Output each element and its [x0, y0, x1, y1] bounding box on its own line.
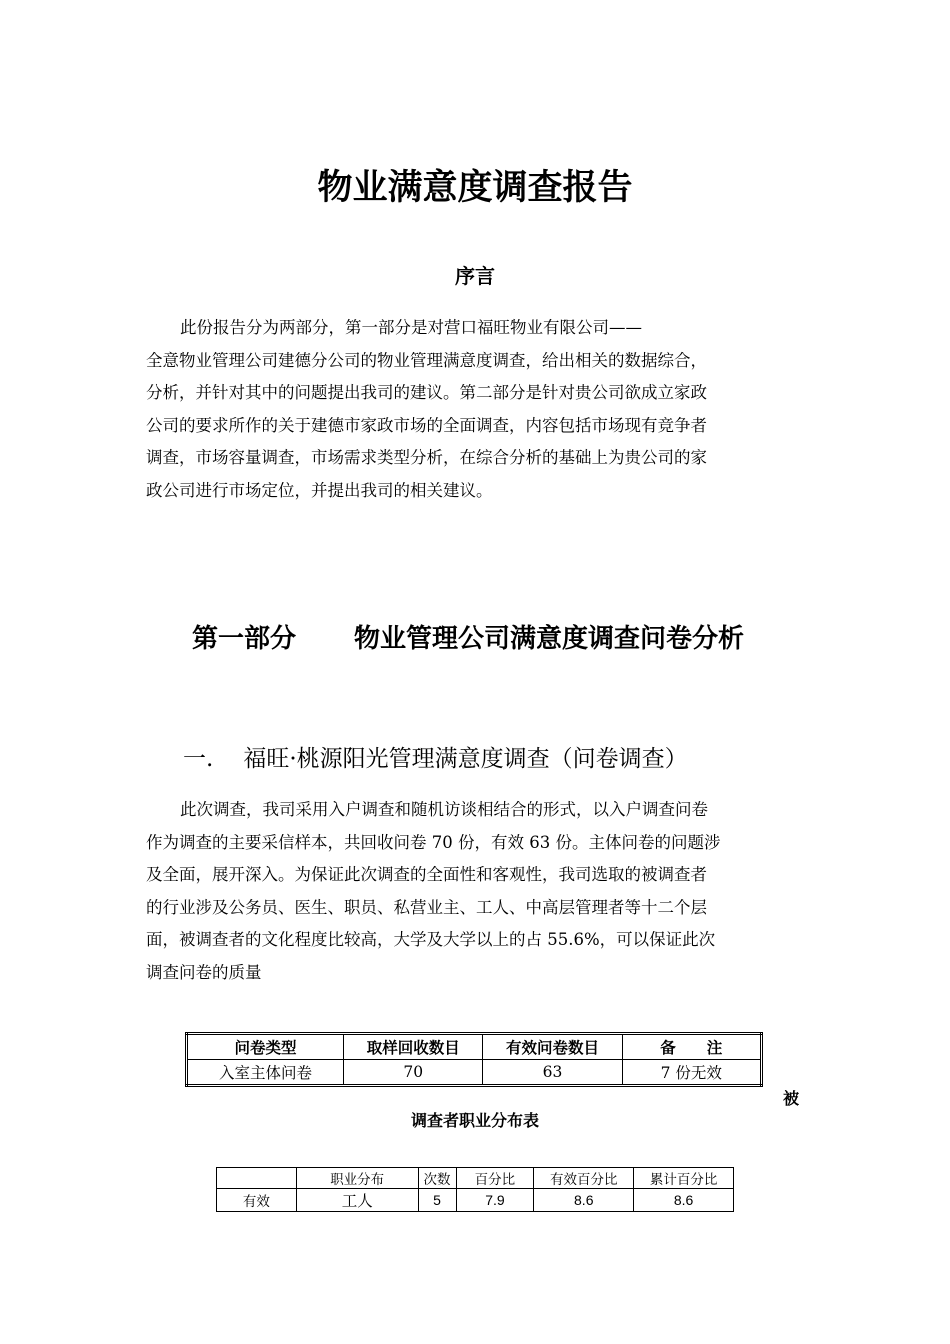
occupation-table-caption: 调查者职业分布表: [410, 1111, 539, 1130]
table-header-cell: 备 注: [622, 1034, 761, 1060]
part-one-heading: [192, 618, 744, 655]
table-header-cell: 职业分布: [296, 1168, 418, 1189]
table-cell: 8.6: [534, 1189, 634, 1212]
section-name: 福旺·桃源阳光管理满意度调查（问卷调查）: [243, 746, 688, 772]
table-header-cell: 百分比: [456, 1168, 534, 1189]
preface-line: 公司的要求所作的关于建德市家政市场的全面调查，内容包括市场现有竞争者: [146, 415, 707, 435]
preface-line: 调查，市场容量调查，市场需求类型分析，在综合分析的基础上为贵公司的家: [146, 448, 707, 467]
survey-summary-table: [185, 1032, 763, 1087]
table-cell: 8.6: [634, 1189, 734, 1212]
body-line: 的行业涉及公务员、医生、职员、私营业主、工人、中高层管理者等十二个层: [146, 897, 707, 917]
part-one-label: 第一部分: [192, 624, 297, 654]
table-cell: 63: [483, 1060, 622, 1086]
preface-line: 政公司进行市场定位，并提出我司的相关建议。: [146, 480, 493, 500]
body-line: 作为调查的主要采信样本，共回收问卷 70 份，有效 63 份。主体问卷的问题涉: [146, 832, 721, 852]
table-header-row: [187, 1034, 762, 1060]
body-line: 面，被调查者的文化程度比较高，大学及大学以上的占 55.6%，可以保证此次: [146, 930, 716, 949]
table-cell: 有效: [217, 1189, 297, 1212]
section-number: 一.: [183, 746, 214, 772]
table-header-cell: 问卷类型: [187, 1034, 344, 1060]
table-cell: 入室主体问卷: [187, 1060, 344, 1086]
table-header-cell: 取样回收数目: [344, 1034, 483, 1060]
caption-prefix: 被: [783, 1089, 800, 1108]
table-cell: 7 份无效: [622, 1060, 761, 1086]
table-cell: 70: [344, 1060, 483, 1086]
body-line: 及全面，展开深入。为保证此次调查的全面性和客观性，我司选取的被调查者: [146, 865, 707, 884]
table-header-row: [217, 1168, 734, 1189]
table-header-cell: 累计百分比: [634, 1168, 734, 1189]
preface-paragraph: [146, 312, 806, 507]
body-line: 此次调查，我司采用入户调查和随机访谈相结合的形式，以入户调查问卷: [180, 800, 708, 819]
table-row: [217, 1189, 734, 1212]
table-header-cell: [217, 1168, 297, 1189]
body-paragraph: [146, 794, 806, 989]
table-header-cell: 有效问卷数目: [483, 1034, 622, 1060]
table-cell: 5: [418, 1189, 456, 1212]
part-one-name: 物业管理公司满意度调查问卷分析: [354, 624, 745, 654]
preface-heading: 序言: [455, 264, 495, 288]
body-line: 调查问卷的质量: [146, 962, 262, 982]
table-header-cell: 次数: [418, 1168, 456, 1189]
preface-line: 分析，并针对其中的问题提出我司的建议。第二部分是针对贵公司欲成立家政: [146, 383, 707, 402]
section-one-heading: [183, 740, 688, 773]
occupation-distribution-table: [216, 1167, 734, 1212]
table-cell: 工人: [296, 1189, 418, 1212]
document-title: 物业满意度调查报告: [317, 168, 633, 208]
preface-line: 全意物业管理公司建德分公司的物业管理满意度调查，给出相关的数据综合，: [146, 350, 707, 370]
preface-line: 此份报告分为两部分，第一部分是对营口福旺物业有限公司——: [180, 318, 642, 337]
table-header-cell: 有效百分比: [534, 1168, 634, 1189]
table-row: [187, 1060, 762, 1086]
table-cell: 7.9: [456, 1189, 534, 1212]
